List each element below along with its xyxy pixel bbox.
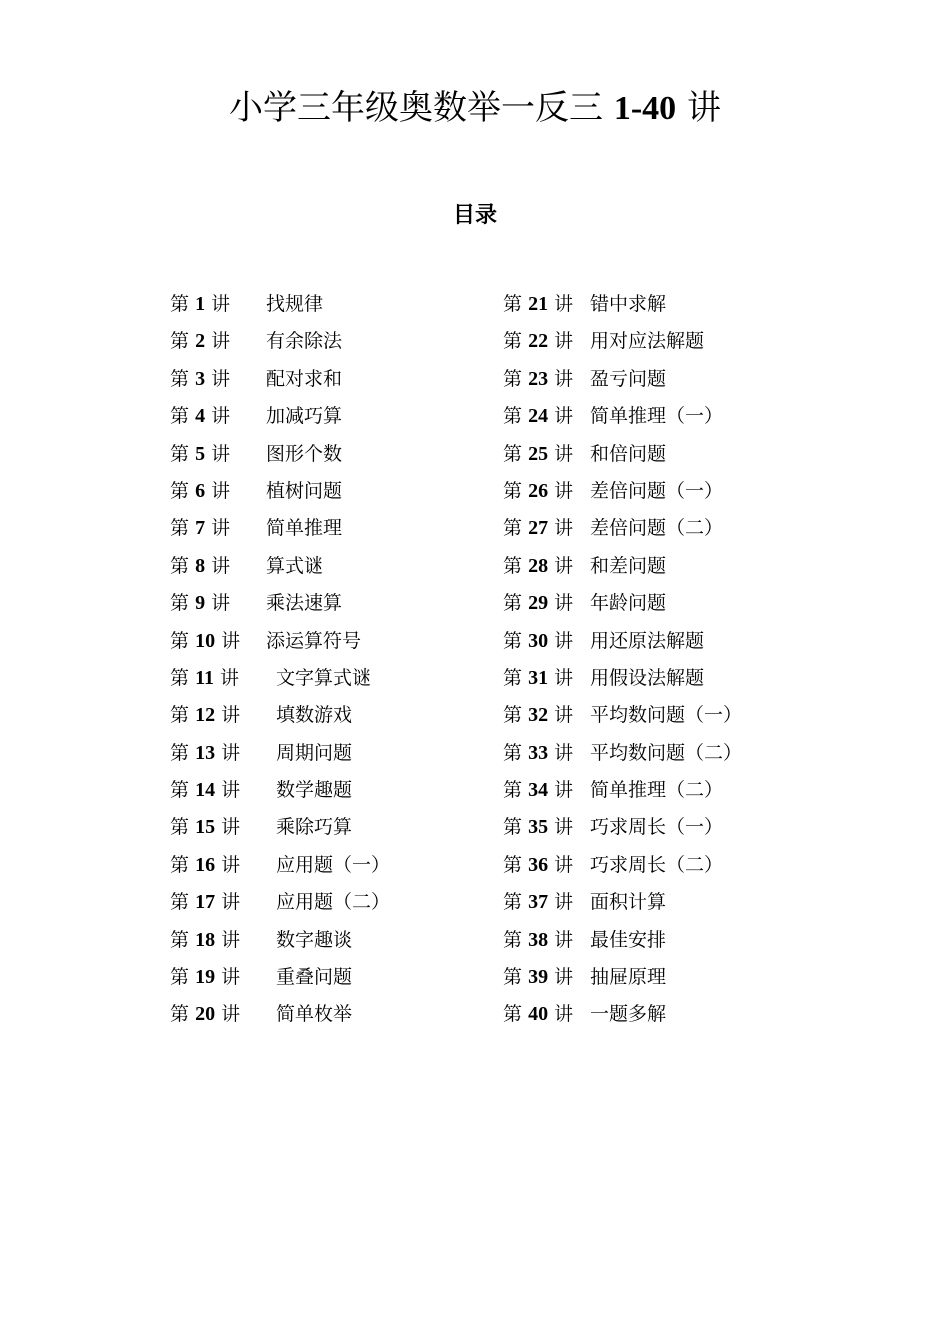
lecture-num: 8 — [195, 554, 206, 577]
lecture-topic: 周期问题 — [276, 741, 353, 764]
lecture-prefix: 第 — [170, 779, 190, 802]
toc-entry — [503, 660, 843, 697]
lecture-suffix: 讲 — [554, 367, 574, 390]
lecture-number — [170, 735, 240, 772]
lecture-prefix: 第 — [503, 891, 523, 914]
lecture-topic: 用对应法解题 — [590, 330, 705, 353]
lecture-number — [170, 548, 230, 585]
lecture-num: 23 — [528, 367, 549, 390]
lecture-prefix: 第 — [170, 704, 190, 727]
lecture-topic: 应用题（二） — [276, 891, 391, 914]
lecture-suffix: 讲 — [554, 330, 574, 353]
lecture-prefix: 第 — [503, 816, 523, 839]
lecture-prefix: 第 — [170, 517, 190, 540]
lecture-number — [170, 510, 230, 547]
lecture-num: 17 — [195, 891, 216, 914]
toc-entry — [503, 548, 843, 585]
lecture-suffix: 讲 — [554, 442, 574, 465]
lecture-suffix: 讲 — [220, 666, 240, 689]
lecture-number — [170, 847, 240, 884]
lecture-topic: 图形个数 — [266, 442, 343, 465]
lecture-number — [170, 286, 230, 323]
lecture-prefix: 第 — [170, 330, 190, 353]
lecture-topic: 盈亏问题 — [590, 367, 667, 390]
toc-entry — [503, 286, 843, 323]
lecture-num: 22 — [528, 330, 549, 353]
lecture-num: 3 — [195, 367, 206, 390]
toc-entry — [503, 809, 843, 846]
lecture-topic: 巧求周长（一） — [590, 816, 724, 839]
lecture-topic: 简单推理（二） — [590, 779, 724, 802]
toc-entry — [170, 847, 500, 884]
toc-entry — [503, 847, 843, 884]
lecture-number — [503, 996, 573, 1033]
toc-entry — [170, 959, 500, 996]
lecture-prefix: 第 — [503, 1003, 523, 1026]
lecture-num: 20 — [195, 1003, 216, 1026]
lecture-num: 33 — [528, 741, 549, 764]
lecture-num: 12 — [195, 704, 216, 727]
lecture-num: 6 — [195, 479, 206, 502]
lecture-number — [503, 398, 573, 435]
lecture-suffix: 讲 — [554, 853, 574, 876]
lecture-suffix: 讲 — [211, 592, 231, 615]
lecture-topic: 有余除法 — [266, 330, 343, 353]
lecture-num: 34 — [528, 779, 549, 802]
lecture-number — [503, 510, 573, 547]
toc-entry — [503, 922, 843, 959]
title-suffix: 讲 — [686, 88, 721, 128]
lecture-topic: 配对求和 — [266, 367, 343, 390]
toc-entry — [170, 809, 500, 846]
lecture-prefix: 第 — [503, 554, 523, 577]
toc-entry — [170, 660, 500, 697]
lecture-number — [170, 585, 230, 622]
lecture-prefix: 第 — [503, 629, 523, 652]
lecture-topic: 加减巧算 — [266, 405, 343, 428]
lecture-suffix: 讲 — [554, 517, 574, 540]
lecture-topic: 简单推理（一） — [590, 405, 724, 428]
lecture-prefix: 第 — [170, 405, 190, 428]
lecture-topic: 算式谜 — [266, 554, 324, 577]
lecture-number — [503, 959, 573, 996]
lecture-suffix: 讲 — [221, 928, 241, 951]
lecture-number — [170, 323, 230, 360]
lecture-prefix: 第 — [503, 517, 523, 540]
lecture-topic: 面积计算 — [590, 891, 667, 914]
lecture-number — [503, 548, 573, 585]
lecture-topic: 填数游戏 — [276, 704, 353, 727]
lecture-suffix: 讲 — [221, 779, 241, 802]
lecture-topic: 应用题（一） — [276, 853, 391, 876]
lecture-number — [170, 884, 240, 921]
lecture-topic: 平均数问题（一） — [590, 704, 743, 727]
lecture-suffix: 讲 — [221, 853, 241, 876]
lecture-suffix: 讲 — [221, 741, 241, 764]
lecture-num: 15 — [195, 816, 216, 839]
lecture-prefix: 第 — [170, 293, 190, 315]
toc-entry — [170, 323, 500, 360]
lecture-suffix: 讲 — [554, 1003, 574, 1026]
lecture-prefix: 第 — [170, 966, 190, 989]
lecture-suffix: 讲 — [211, 293, 231, 315]
lecture-prefix: 第 — [170, 629, 190, 652]
lecture-num: 38 — [528, 928, 549, 951]
lecture-suffix: 讲 — [211, 517, 231, 540]
lecture-prefix: 第 — [503, 405, 523, 428]
toc-entry — [170, 510, 500, 547]
toc-entry — [503, 996, 843, 1033]
lecture-suffix: 讲 — [211, 442, 231, 465]
lecture-num: 29 — [528, 592, 549, 615]
lecture-topic: 差倍问题（一） — [590, 479, 724, 502]
lecture-suffix: 讲 — [211, 479, 231, 502]
lecture-prefix: 第 — [170, 592, 190, 615]
lecture-number — [170, 660, 239, 697]
lecture-prefix: 第 — [503, 367, 523, 390]
lecture-num: 19 — [195, 966, 216, 989]
lecture-topic: 植树问题 — [266, 479, 343, 502]
lecture-num: 40 — [528, 1003, 549, 1026]
toc-entry — [503, 323, 843, 360]
lecture-number — [503, 884, 573, 921]
lecture-number — [170, 398, 230, 435]
lecture-prefix: 第 — [503, 592, 523, 615]
lecture-number — [170, 436, 230, 473]
lecture-suffix: 讲 — [221, 891, 241, 914]
toc-entry — [503, 436, 843, 473]
toc-entry — [170, 585, 500, 622]
lecture-suffix: 讲 — [554, 666, 574, 689]
lecture-topic: 和差问题 — [590, 554, 667, 577]
lecture-suffix: 讲 — [554, 293, 574, 315]
lecture-topic: 重叠问题 — [276, 966, 353, 989]
lecture-suffix: 讲 — [221, 966, 241, 989]
lecture-num: 39 — [528, 966, 549, 989]
lecture-prefix: 第 — [170, 442, 190, 465]
lecture-suffix: 讲 — [211, 554, 231, 577]
lecture-prefix: 第 — [170, 666, 190, 689]
lecture-num: 36 — [528, 853, 549, 876]
lecture-topic: 简单枚举 — [276, 1003, 353, 1026]
lecture-number — [503, 623, 573, 660]
lecture-number — [503, 847, 573, 884]
lecture-prefix: 第 — [170, 367, 190, 390]
lecture-suffix: 讲 — [211, 405, 231, 428]
lecture-num: 27 — [528, 517, 549, 540]
toc-entry — [503, 735, 843, 772]
lecture-prefix: 第 — [503, 966, 523, 989]
lecture-topic: 一题多解 — [590, 1003, 667, 1026]
toc-entry — [503, 361, 843, 398]
lecture-num: 13 — [195, 741, 216, 764]
lecture-num: 30 — [528, 629, 549, 652]
lecture-num: 5 — [195, 442, 206, 465]
toc-entry — [503, 697, 843, 734]
lecture-prefix: 第 — [170, 1003, 190, 1026]
lecture-prefix: 第 — [170, 891, 190, 914]
toc-entry — [170, 436, 500, 473]
lecture-num: 21 — [528, 293, 549, 315]
lecture-prefix: 第 — [170, 928, 190, 951]
lecture-topic: 平均数问题（二） — [590, 741, 743, 764]
lecture-num: 11 — [195, 666, 214, 689]
lecture-topic: 找规律 — [266, 293, 324, 315]
toc-entry — [170, 884, 500, 921]
lecture-num: 7 — [195, 517, 206, 540]
lecture-suffix: 讲 — [554, 816, 574, 839]
lecture-prefix: 第 — [170, 479, 190, 502]
toc-entry — [503, 772, 843, 809]
toc-entry — [503, 585, 843, 622]
lecture-topic: 抽屉原理 — [590, 966, 667, 989]
lecture-suffix: 讲 — [554, 405, 574, 428]
lecture-num: 24 — [528, 405, 549, 428]
lecture-number — [170, 922, 240, 959]
lecture-prefix: 第 — [170, 741, 190, 764]
lecture-suffix: 讲 — [221, 1003, 241, 1026]
lecture-topic: 简单推理 — [266, 517, 343, 540]
lecture-suffix: 讲 — [211, 330, 231, 353]
lecture-number — [170, 361, 230, 398]
lecture-number — [503, 697, 573, 734]
lecture-num: 10 — [195, 629, 216, 652]
title-range: 1-40 — [613, 90, 677, 127]
lecture-suffix: 讲 — [221, 629, 241, 652]
lecture-prefix: 第 — [503, 928, 523, 951]
lecture-prefix: 第 — [503, 741, 523, 764]
toc-entry — [503, 473, 843, 510]
toc-entry — [170, 772, 500, 809]
lecture-suffix: 讲 — [221, 704, 241, 727]
toc-right-column — [503, 286, 843, 1034]
toc-entry — [503, 398, 843, 435]
lecture-num: 28 — [528, 554, 549, 577]
lecture-prefix: 第 — [170, 816, 190, 839]
lecture-number — [170, 697, 240, 734]
lecture-suffix: 讲 — [554, 741, 574, 764]
lecture-suffix: 讲 — [221, 816, 241, 839]
lecture-suffix: 讲 — [554, 592, 574, 615]
lecture-number — [503, 772, 573, 809]
lecture-prefix: 第 — [503, 479, 523, 502]
toc-entry — [170, 548, 500, 585]
lecture-topic: 差倍问题（二） — [590, 517, 724, 540]
table-of-contents-heading: 目录 — [452, 203, 497, 228]
lecture-number — [170, 809, 240, 846]
lecture-num: 25 — [528, 442, 549, 465]
lecture-number — [503, 660, 573, 697]
lecture-num: 4 — [195, 405, 206, 428]
title-text: 小学三年级奥数举一反三 — [229, 88, 604, 128]
lecture-number — [503, 585, 573, 622]
lecture-suffix: 讲 — [554, 891, 574, 914]
lecture-topic: 年龄问题 — [590, 592, 667, 615]
lecture-num: 32 — [528, 704, 549, 727]
lecture-suffix: 讲 — [211, 367, 231, 390]
lecture-prefix: 第 — [503, 704, 523, 727]
lecture-topic: 数字趣谈 — [276, 928, 353, 951]
lecture-prefix: 第 — [503, 293, 523, 315]
lecture-number — [503, 436, 573, 473]
toc-entry — [503, 623, 843, 660]
lecture-number — [170, 473, 230, 510]
lecture-topic: 文字算式谜 — [276, 666, 372, 689]
toc-entry — [503, 510, 843, 547]
lecture-topic: 用假设法解题 — [590, 666, 705, 689]
lecture-topic: 用还原法解题 — [590, 629, 705, 652]
lecture-suffix: 讲 — [554, 966, 574, 989]
lecture-num: 9 — [195, 592, 206, 615]
lecture-prefix: 第 — [503, 853, 523, 876]
lecture-number — [170, 996, 240, 1033]
lecture-num: 2 — [195, 330, 206, 353]
lecture-number — [503, 922, 573, 959]
lecture-topic: 和倍问题 — [590, 442, 667, 465]
lecture-suffix: 讲 — [554, 629, 574, 652]
lecture-topic: 添运算符号 — [266, 629, 362, 652]
lecture-prefix: 第 — [503, 779, 523, 802]
lecture-prefix: 第 — [170, 554, 190, 577]
document-title — [0, 84, 950, 133]
lecture-suffix: 讲 — [554, 704, 574, 727]
toc-entry — [170, 361, 500, 398]
lecture-prefix: 第 — [503, 666, 523, 689]
lecture-suffix: 讲 — [554, 554, 574, 577]
lecture-topic: 乘法速算 — [266, 592, 343, 615]
lecture-num: 1 — [195, 293, 206, 315]
lecture-num: 16 — [195, 853, 216, 876]
lecture-num: 26 — [528, 479, 549, 502]
toc-entry — [170, 473, 500, 510]
toc-entry — [170, 398, 500, 435]
lecture-topic: 乘除巧算 — [276, 816, 353, 839]
lecture-number — [503, 735, 573, 772]
lecture-num: 31 — [528, 666, 549, 689]
lecture-prefix: 第 — [503, 330, 523, 353]
toc-entry — [170, 996, 500, 1033]
lecture-num: 35 — [528, 816, 549, 839]
toc-entry — [170, 623, 500, 660]
lecture-number — [503, 323, 573, 360]
toc-entry — [503, 959, 843, 996]
lecture-number — [503, 809, 573, 846]
lecture-suffix: 讲 — [554, 479, 574, 502]
lecture-suffix: 讲 — [554, 779, 574, 802]
lecture-number — [170, 772, 240, 809]
lecture-num: 14 — [195, 779, 216, 802]
lecture-prefix: 第 — [170, 853, 190, 876]
lecture-topic: 错中求解 — [590, 293, 667, 315]
lecture-topic: 最佳安排 — [590, 928, 667, 951]
lecture-number — [503, 473, 573, 510]
toc-left-column — [170, 286, 500, 1034]
lecture-num: 37 — [528, 891, 549, 914]
toc-entry — [170, 697, 500, 734]
lecture-topic: 数学趣题 — [276, 779, 353, 802]
lecture-topic: 巧求周长（二） — [590, 853, 724, 876]
lecture-suffix: 讲 — [554, 928, 574, 951]
lecture-number — [503, 361, 573, 398]
lecture-num: 18 — [195, 928, 216, 951]
toc-entry — [170, 922, 500, 959]
lecture-number — [170, 623, 240, 660]
toc-entry — [170, 286, 500, 323]
lecture-prefix: 第 — [503, 442, 523, 465]
toc-entry — [170, 735, 500, 772]
toc-entry — [503, 884, 843, 921]
lecture-number — [503, 286, 573, 323]
lecture-number — [170, 959, 240, 996]
